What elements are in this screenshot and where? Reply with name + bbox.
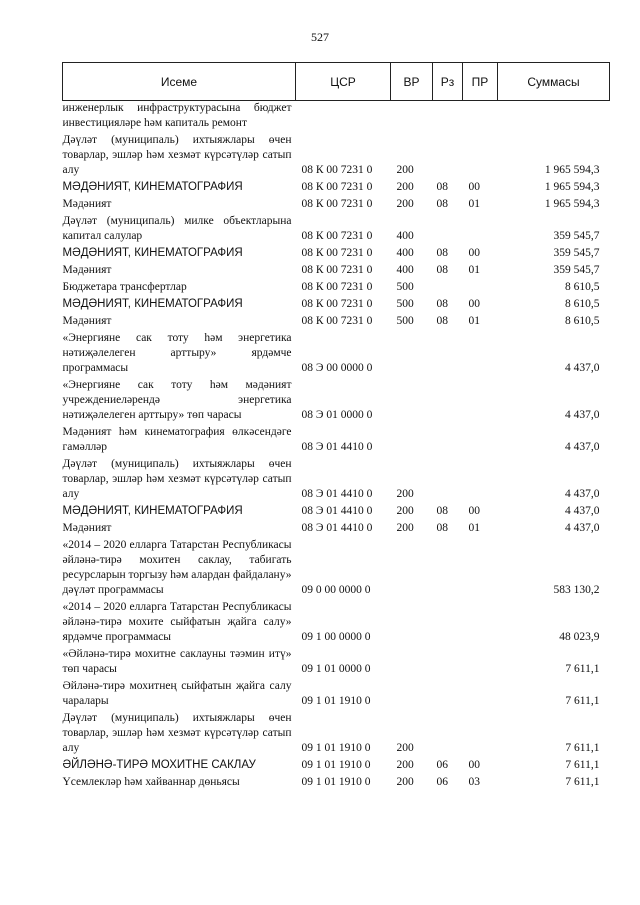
cell-vr <box>391 329 433 376</box>
cell-pr <box>463 455 498 502</box>
cell-name: МӘДӘНИЯТ, КИНЕМАТОГРАФИЯ <box>62 505 243 517</box>
cell-sum: 7 611,1 <box>565 759 600 771</box>
cell-pr: 01 <box>468 198 480 210</box>
budget-table <box>62 62 610 790</box>
cell-name: МӘДӘНИЯТ, КИНЕМАТОГРАФИЯ <box>62 181 243 193</box>
cell-csr: 09 1 01 1910 0 <box>301 742 371 754</box>
cell-sum: 4 437,0 <box>565 409 600 421</box>
cell-pr <box>463 677 498 709</box>
cell-sum: 8 610,5 <box>565 281 600 293</box>
cell-csr: 08 Э 01 4410 0 <box>301 488 373 500</box>
cell-rz: 08 <box>436 198 448 210</box>
cell-csr: 08 К 00 7231 0 <box>301 315 373 327</box>
cell-csr: 08 К 00 7231 0 <box>301 264 373 276</box>
cell-csr: 09 1 01 1910 0 <box>301 695 371 707</box>
cell-name: Мәдәният <box>62 198 112 210</box>
cell-csr: 09 1 00 0000 0 <box>301 631 371 643</box>
table-row <box>63 502 610 519</box>
cell-rz <box>433 101 463 132</box>
cell-pr: 01 <box>468 264 480 276</box>
cell-vr: 400 <box>396 264 414 276</box>
cell-name: Дәүләт (муниципаль) ихтыяжлары өчен товарлар, эшләр һәм хезмәт күрсәтүләр сатып алу <box>62 134 292 176</box>
cell-csr: 09 0 00 0000 0 <box>301 584 371 596</box>
cell-sum: 48 023,9 <box>559 631 600 643</box>
table-row <box>63 195 610 212</box>
cell-vr: 200 <box>396 522 414 534</box>
header-name: Исеме <box>63 63 296 101</box>
cell-pr: 00 <box>468 759 480 771</box>
cell-pr <box>463 329 498 376</box>
cell-pr <box>463 212 498 244</box>
cell-sum: 7 611,1 <box>565 663 600 675</box>
cell-csr: 08 Э 01 4410 0 <box>301 505 373 517</box>
cell-name: «Энергияне сак тоту һәм мәдәният учреждениеләрендә энергетика нәтиҗәлелеген арттыру» төп чарасы <box>62 379 292 421</box>
cell-sum: 4 437,0 <box>565 488 600 500</box>
cell-name: «Энергияне сак тоту һәм энергетика нәтиҗәлелеген арттыру» ярдәмче программасы <box>62 332 292 374</box>
cell-name: ӘЙЛӘНӘ-ТИРӘ МОХИТНЕ САКЛАУ <box>62 759 256 771</box>
cell-pr <box>463 423 498 455</box>
cell-sum: 1 965 594,3 <box>544 164 600 176</box>
cell-pr <box>463 131 498 178</box>
cell-rz: 08 <box>436 298 448 310</box>
cell-pr <box>463 645 498 677</box>
cell-vr: 200 <box>396 488 414 500</box>
cell-rz <box>433 645 463 677</box>
cell-csr: 08 К 00 7231 0 <box>301 298 373 310</box>
table-row <box>63 423 610 455</box>
cell-sum: 7 611,1 <box>565 695 600 707</box>
cell-vr <box>391 677 433 709</box>
table-row <box>63 756 610 773</box>
cell-vr <box>391 536 433 598</box>
cell-vr <box>391 101 433 132</box>
table-row <box>63 677 610 709</box>
cell-csr: 08 Э 00 0000 0 <box>301 362 373 374</box>
cell-name: инженерлык инфраструктурасына бюджет инвестицияләре һәм капиталь ремонт <box>62 102 292 129</box>
cell-name: «Әйләнә-тирә мохитне саклауны тәэмин итү» төп чарасы <box>62 648 292 675</box>
header-vr: ВР <box>391 63 433 101</box>
cell-vr: 500 <box>396 315 414 327</box>
cell-csr: 08 К 00 7231 0 <box>301 230 373 242</box>
cell-sum: 359 545,7 <box>553 264 600 276</box>
table-row <box>63 312 610 329</box>
cell-pr: 01 <box>468 315 480 327</box>
cell-vr: 400 <box>396 230 414 242</box>
cell-sum: 359 545,7 <box>553 247 600 259</box>
cell-name: Мәдәният <box>62 315 112 327</box>
cell-rz: 08 <box>436 522 448 534</box>
cell-rz <box>433 423 463 455</box>
cell-rz <box>433 677 463 709</box>
cell-rz <box>433 278 463 295</box>
cell-name: Мәдәният <box>62 522 112 534</box>
cell-rz: 08 <box>436 315 448 327</box>
cell-name: Әйләнә-тирә мохитнең сыйфатын җайга салу чаралары <box>62 680 292 707</box>
table-row <box>63 212 610 244</box>
cell-sum: 1 965 594,3 <box>544 198 600 210</box>
cell-csr: 08 К 00 7231 0 <box>301 247 373 259</box>
cell-csr: 08 Э 01 4410 0 <box>301 441 373 453</box>
header-csr: ЦСР <box>296 63 391 101</box>
header-pr: ПР <box>463 63 498 101</box>
cell-rz <box>433 329 463 376</box>
cell-name: Дәүләт (муниципаль) ихтыяжлары өчен товарлар, эшләр һәм хезмәт күрсәтүләр сатып алу <box>62 712 292 754</box>
cell-pr: 00 <box>468 181 480 193</box>
table-row <box>63 376 610 423</box>
cell-vr: 500 <box>396 281 414 293</box>
cell-pr: 00 <box>468 505 480 517</box>
table-row <box>63 131 610 178</box>
table-row <box>63 519 610 536</box>
cell-sum: 1 965 594,3 <box>544 181 600 193</box>
cell-csr: 08 К 00 7231 0 <box>301 181 373 193</box>
table-body <box>63 101 610 791</box>
cell-pr <box>463 376 498 423</box>
cell-sum: 4 437,0 <box>565 441 600 453</box>
cell-rz <box>433 376 463 423</box>
cell-vr: 200 <box>396 181 414 193</box>
cell-sum: 7 611,1 <box>565 776 600 788</box>
cell-pr <box>463 536 498 598</box>
table-row <box>63 645 610 677</box>
cell-rz: 08 <box>436 264 448 276</box>
cell-rz <box>433 212 463 244</box>
cell-csr: 08 Э 01 4410 0 <box>301 522 373 534</box>
cell-name: «2014 – 2020 елларга Татарстан Республикасы әйләнә-тирә мохитен саклау, табигать ресурсларын торгызу һәм алардан файдалану» дәүләт программасы <box>62 539 292 596</box>
cell-vr: 500 <box>396 298 414 310</box>
cell-name: МӘДӘНИЯТ, КИНЕМАТОГРАФИЯ <box>62 247 243 259</box>
cell-vr <box>391 598 433 645</box>
table-row <box>63 536 610 598</box>
header-sum: Суммасы <box>498 63 610 101</box>
cell-pr: 01 <box>468 522 480 534</box>
cell-rz: 06 <box>436 759 448 771</box>
cell-csr: 09 1 01 0000 0 <box>301 663 371 675</box>
cell-csr: 08 Э 01 0000 0 <box>301 409 373 421</box>
cell-rz <box>433 536 463 598</box>
cell-pr <box>463 278 498 295</box>
cell-vr: 200 <box>396 505 414 517</box>
cell-vr <box>391 376 433 423</box>
cell-pr <box>463 101 498 132</box>
cell-csr: 09 1 01 1910 0 <box>301 759 371 771</box>
cell-vr <box>391 645 433 677</box>
cell-vr: 200 <box>396 776 414 788</box>
cell-rz <box>433 709 463 756</box>
table-row <box>63 709 610 756</box>
cell-rz: 08 <box>436 181 448 193</box>
cell-csr <box>296 101 391 132</box>
cell-pr: 00 <box>468 298 480 310</box>
cell-vr: 200 <box>396 759 414 771</box>
cell-vr <box>391 423 433 455</box>
cell-sum <box>498 101 610 132</box>
table-row <box>63 261 610 278</box>
table-header <box>63 63 610 101</box>
cell-rz: 08 <box>436 505 448 517</box>
cell-name: Мәдәният <box>62 264 112 276</box>
table-row <box>63 278 610 295</box>
page-number: 527 <box>311 30 329 44</box>
cell-name: «2014 – 2020 елларга Татарстан Республикасы әйләнә-тирә мохите сыйфатын җайга салу» ярдәмче программасы <box>62 601 292 643</box>
cell-name: Дәүләт (муниципаль) милке объектларына капитал салулар <box>62 215 292 242</box>
cell-rz <box>433 598 463 645</box>
table-row <box>63 455 610 502</box>
header-rz: Рз <box>433 63 463 101</box>
cell-pr: 00 <box>468 247 480 259</box>
cell-name: Үсемлекләр һәм хайваннар дөньясы <box>62 776 240 788</box>
table-row <box>63 295 610 312</box>
cell-pr <box>463 709 498 756</box>
cell-rz <box>433 455 463 502</box>
cell-vr: 200 <box>396 164 414 176</box>
cell-csr: 08 К 00 7231 0 <box>301 198 373 210</box>
cell-rz: 08 <box>436 247 448 259</box>
cell-pr: 03 <box>468 776 480 788</box>
cell-csr: 08 К 00 7231 0 <box>301 164 373 176</box>
cell-sum: 7 611,1 <box>565 742 600 754</box>
cell-name: Дәүләт (муниципаль) ихтыяжлары өчен товарлар, эшләр һәм хезмәт күрсәтүләр сатып алу <box>62 458 292 500</box>
table-row <box>63 329 610 376</box>
cell-vr: 200 <box>396 742 414 754</box>
table-row <box>63 101 610 132</box>
cell-name: Мәдәният һәм кинематография өлкәсендәге гамәлләр <box>62 426 292 453</box>
cell-name: Бюджетара трансфертлар <box>62 281 187 293</box>
cell-vr: 200 <box>396 198 414 210</box>
cell-sum: 583 130,2 <box>553 584 600 596</box>
cell-sum: 8 610,5 <box>565 315 600 327</box>
table-row <box>63 244 610 261</box>
cell-vr: 400 <box>396 247 414 259</box>
table-row <box>63 773 610 790</box>
cell-name: МӘДӘНИЯТ, КИНЕМАТОГРАФИЯ <box>62 298 243 310</box>
cell-sum: 4 437,0 <box>565 505 600 517</box>
cell-sum: 8 610,5 <box>565 298 600 310</box>
cell-csr: 09 1 01 1910 0 <box>301 776 371 788</box>
cell-sum: 359 545,7 <box>553 230 600 242</box>
table-row <box>63 598 610 645</box>
cell-rz: 06 <box>436 776 448 788</box>
cell-rz <box>433 131 463 178</box>
cell-sum: 4 437,0 <box>565 522 600 534</box>
cell-csr: 08 К 00 7231 0 <box>301 281 373 293</box>
cell-sum: 4 437,0 <box>565 362 600 374</box>
cell-pr <box>463 598 498 645</box>
table-row <box>63 178 610 195</box>
